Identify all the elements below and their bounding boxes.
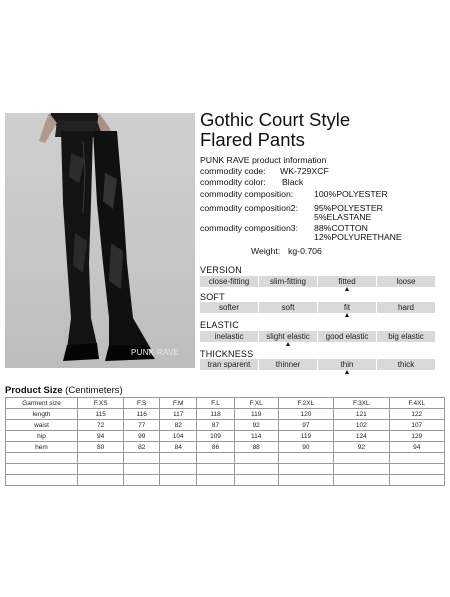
table-cell xyxy=(6,475,78,486)
table-cell: 97 xyxy=(278,420,333,431)
table-cell: 72 xyxy=(78,420,124,431)
info-comp2-value-line2: 5%ELASTANE xyxy=(314,212,372,222)
attr-version-option: loose xyxy=(377,276,435,287)
table-cell xyxy=(197,453,234,464)
table-cell xyxy=(124,464,160,475)
attr-soft-row xyxy=(200,302,436,313)
info-composition2 xyxy=(200,203,383,222)
table-cell xyxy=(124,475,160,486)
attr-soft-title: SOFT xyxy=(200,292,225,302)
table-cell: 122 xyxy=(389,409,444,420)
info-color-label: commodity color: xyxy=(200,177,266,187)
table-cell: length xyxy=(6,409,78,420)
info-comp3-value-line2: 12%POLYURETHANE xyxy=(314,232,402,242)
table-cell xyxy=(389,453,444,464)
table-cell xyxy=(160,464,197,475)
table-cell: 77 xyxy=(124,420,160,431)
table-cell xyxy=(389,475,444,486)
info-weight xyxy=(251,246,322,257)
attr-version-option: fitted xyxy=(318,276,376,287)
header-cell: Garment size xyxy=(6,398,78,409)
attr-thickness-option: thick xyxy=(377,359,435,370)
info-comp1-label: commodity composition: xyxy=(200,189,294,199)
table-row-empty xyxy=(6,464,445,475)
attr-elastic-option: good elastic xyxy=(318,331,376,342)
table-cell: 88 xyxy=(234,442,278,453)
model-illustration xyxy=(5,113,195,368)
table-cell: 119 xyxy=(234,409,278,420)
header-cell: F.S xyxy=(124,398,160,409)
table-cell: 90 xyxy=(278,442,333,453)
table-cell xyxy=(78,464,124,475)
table-cell: 86 xyxy=(197,442,234,453)
table-cell xyxy=(389,464,444,475)
attr-version-option: slim-fitting xyxy=(259,276,317,287)
attr-soft-option: softer xyxy=(200,302,258,313)
attr-elastic-option: slight elastic xyxy=(259,331,317,342)
info-code-label: commodity code: xyxy=(200,166,266,176)
info-weight-value: kg-0.706 xyxy=(288,246,322,256)
table-row xyxy=(6,409,445,420)
header-cell: F.2XL xyxy=(278,398,333,409)
info-comp2-value-line1: 95%POLYESTER xyxy=(314,203,383,213)
attr-elastic-option: big elastic xyxy=(377,331,435,342)
table-cell: hip xyxy=(6,431,78,442)
attr-soft-marker xyxy=(345,313,349,317)
info-code-value: WK-729XCF xyxy=(280,166,329,176)
table-cell xyxy=(6,453,78,464)
table-cell xyxy=(278,475,333,486)
table-cell: 94 xyxy=(78,431,124,442)
header-cell: F.XL xyxy=(234,398,278,409)
header-cell: F.M xyxy=(160,398,197,409)
table-cell xyxy=(6,464,78,475)
attr-elastic-marker xyxy=(286,342,290,346)
table-cell: 124 xyxy=(334,431,389,442)
header-cell: F.4XL xyxy=(389,398,444,409)
table-row xyxy=(6,442,445,453)
header-cell: F.L xyxy=(197,398,234,409)
info-composition1 xyxy=(200,189,388,200)
table-cell: 129 xyxy=(389,431,444,442)
attr-thickness-row xyxy=(200,359,436,370)
table-cell: 118 xyxy=(197,409,234,420)
table-cell: 92 xyxy=(234,420,278,431)
info-color-value: Black xyxy=(282,177,304,187)
table-cell: 107 xyxy=(389,420,444,431)
table-cell xyxy=(124,453,160,464)
attr-version-row xyxy=(200,276,436,287)
attr-thickness-option: thinner xyxy=(259,359,317,370)
product-photo xyxy=(5,113,195,368)
table-cell xyxy=(160,453,197,464)
table-cell: 109 xyxy=(197,431,234,442)
table-cell xyxy=(334,453,389,464)
table-cell xyxy=(334,475,389,486)
table-cell: 87 xyxy=(197,420,234,431)
attr-soft-option: hard xyxy=(377,302,435,313)
table-cell xyxy=(197,464,234,475)
table-cell: 82 xyxy=(160,420,197,431)
product-title xyxy=(200,110,445,150)
table-cell: 84 xyxy=(160,442,197,453)
table-cell: 99 xyxy=(124,431,160,442)
info-composition3 xyxy=(200,223,402,242)
table-cell: 116 xyxy=(124,409,160,420)
table-cell: waist xyxy=(6,420,78,431)
info-color xyxy=(200,177,304,188)
table-cell: 117 xyxy=(160,409,197,420)
table-row xyxy=(6,420,445,431)
table-cell xyxy=(234,453,278,464)
table-cell xyxy=(278,464,333,475)
table-cell: 92 xyxy=(334,442,389,453)
info-header: PUNK RAVE product information xyxy=(200,155,327,165)
attr-soft-option: fit xyxy=(318,302,376,313)
table-row xyxy=(6,431,445,442)
table-cell xyxy=(160,475,197,486)
table-cell: 120 xyxy=(278,409,333,420)
size-table xyxy=(5,397,445,486)
product-title-line1: Gothic Court Style xyxy=(200,109,351,130)
size-table-title-rest: (Centimeters) xyxy=(62,385,123,396)
attr-thickness-option: tran sparent xyxy=(200,359,258,370)
table-cell: hem xyxy=(6,442,78,453)
table-cell xyxy=(234,464,278,475)
attr-elastic-option: inelastic xyxy=(200,331,258,342)
info-code xyxy=(200,166,329,177)
product-title-line2: Flared Pants xyxy=(200,129,305,150)
attr-thickness-option: thin xyxy=(318,359,376,370)
attr-version-option: close-fitting xyxy=(200,276,258,287)
info-comp3-label: commodity composition3: xyxy=(200,223,299,233)
table-cell: 119 xyxy=(278,431,333,442)
table-cell xyxy=(334,464,389,475)
table-cell: 121 xyxy=(334,409,389,420)
table-cell: 115 xyxy=(78,409,124,420)
attr-thickness-title: THICKNESS xyxy=(200,349,254,359)
info-comp1-value: 100%POLYESTER xyxy=(314,189,388,199)
attr-version-marker xyxy=(345,287,349,291)
header-cell: F.3XL xyxy=(334,398,389,409)
table-cell: 82 xyxy=(124,442,160,453)
header-cell: F.XS xyxy=(78,398,124,409)
attr-soft-option: soft xyxy=(259,302,317,313)
table-row-empty xyxy=(6,453,445,464)
info-comp2-label: commodity composition2: xyxy=(200,203,299,213)
photo-watermark: PUNK RAVE xyxy=(131,348,180,357)
table-cell: 102 xyxy=(334,420,389,431)
table-cell xyxy=(234,475,278,486)
attr-elastic-row xyxy=(200,331,436,342)
size-table-header xyxy=(6,398,445,409)
table-row-empty xyxy=(6,475,445,486)
table-cell xyxy=(197,475,234,486)
size-table-title xyxy=(5,385,123,396)
attr-elastic-title: ELASTIC xyxy=(200,320,239,330)
table-cell: 94 xyxy=(389,442,444,453)
attr-version-title: VERSION xyxy=(200,265,242,275)
table-cell: 104 xyxy=(160,431,197,442)
info-weight-label: Weight: xyxy=(251,246,281,256)
table-cell: 114 xyxy=(234,431,278,442)
size-table-title-bold: Product Size xyxy=(5,385,63,396)
table-cell xyxy=(278,453,333,464)
attr-thickness-marker xyxy=(345,370,349,374)
table-cell xyxy=(78,475,124,486)
table-cell: 80 xyxy=(78,442,124,453)
table-cell xyxy=(78,453,124,464)
info-comp3-value-line1: 88%COTTON xyxy=(314,223,368,233)
